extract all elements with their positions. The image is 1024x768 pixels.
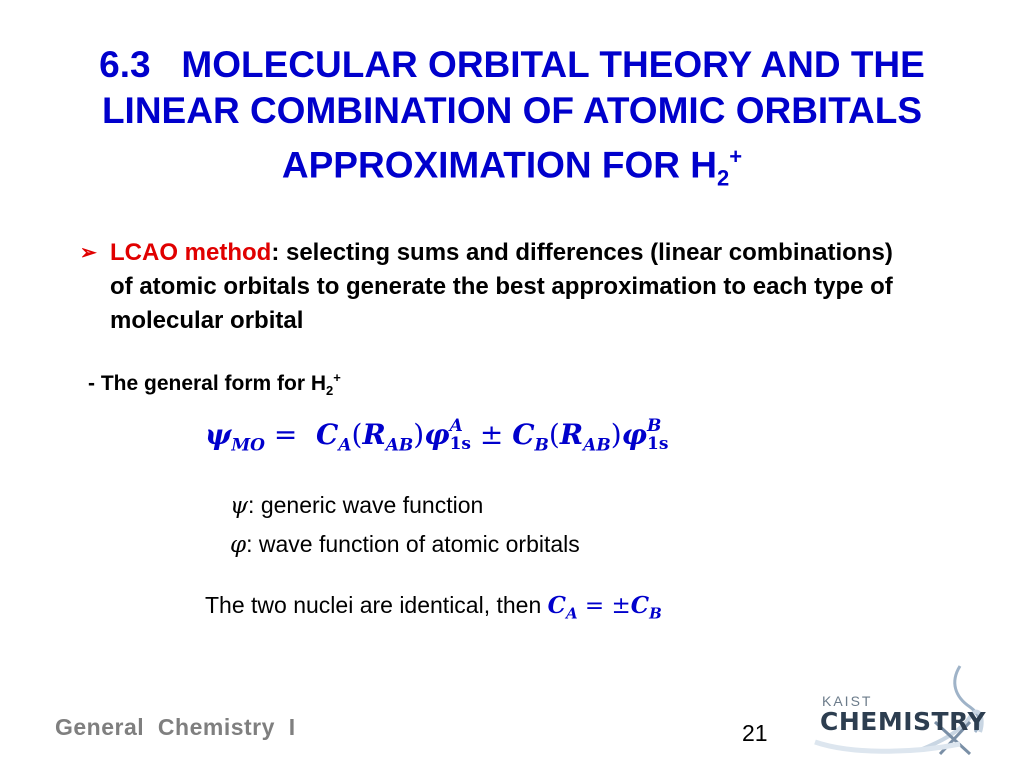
symbol-definitions — [230, 486, 580, 564]
bullet-text — [110, 236, 900, 338]
page-number: 21 — [742, 720, 768, 746]
arrow-bullet-icon: ➢ — [80, 242, 97, 264]
title-line-2: LINEAR COMBINATION OF ATOMIC ORBITALS — [101, 90, 923, 131]
lcao-definition: : selecting sums and differences (linear combinations) of atomic orbitals to generate the best approximation to each type of molecular orbital — [110, 239, 893, 334]
logo-chemistry: CHEMISTRY — [820, 707, 987, 736]
lcao-formula: $\psi_{MO} = C_A(R_{AB})\varphi$ A 1s ± $C_B(R_{AB})\varphi$ B 1s — [205, 415, 669, 456]
title-line-3: APPROXIMATION FOR $H_2^+$ — [281, 144, 743, 191]
logo-kaist: KAIST — [822, 693, 873, 709]
definition-phi: φ: wave function of atomic orbitals — [230, 531, 580, 558]
lcao-bullet — [80, 236, 900, 338]
title-line-1: 6.3 MOLECULAR ORBITAL THEORY AND THE — [99, 44, 925, 85]
course-name: General Chemistry I — [55, 714, 296, 740]
identical-nuclei-note: The two nuclei are identical, then $C_A = \pm C_B$ — [205, 592, 662, 623]
general-form-label: - The general form for $H_2^+$ — [88, 370, 341, 399]
lcao-term: LCAO method — [110, 239, 272, 266]
slide-title — [40, 42, 984, 202]
definition-psi: ψ: generic wave function — [230, 492, 484, 519]
kaist-chemistry-logo — [810, 662, 990, 757]
